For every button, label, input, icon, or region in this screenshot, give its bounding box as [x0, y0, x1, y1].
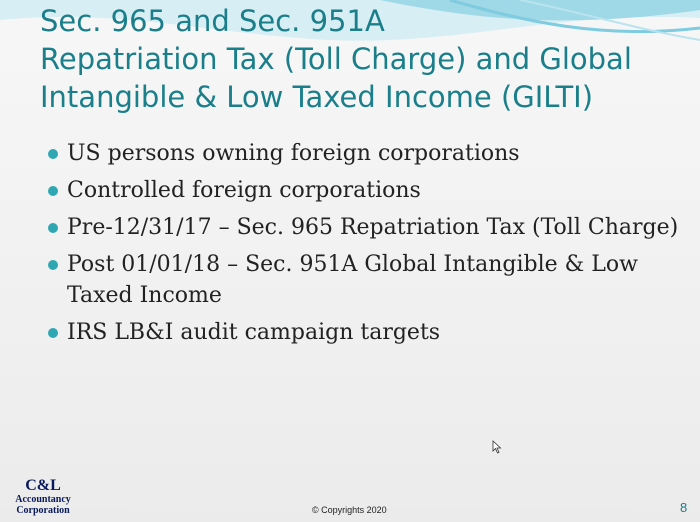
bullet-text: IRS LB&I audit campaign targets [67, 320, 441, 345]
bullet-dot-icon [48, 149, 58, 159]
logo-mark: C&L [25, 477, 61, 494]
title-line-2: Repatriation Tax (Toll Charge) and Global [40, 42, 632, 76]
bullet-text: Pre-12/31/17 – Sec. 965 Repatriation Tax (Toll Charge) [67, 215, 679, 240]
title-line-1: Sec. 965 and Sec. 951A [40, 4, 385, 38]
list-item [48, 249, 688, 311]
bullet-dot-icon [48, 223, 58, 233]
bullet-dot-icon [48, 328, 58, 338]
bullet-dot-icon [48, 260, 58, 270]
list-item [48, 138, 688, 169]
logo-name-line-2: Corporation [16, 505, 70, 516]
page-number: 8 [680, 500, 688, 515]
mouse-pointer-icon [492, 440, 502, 454]
bullet-text: Controlled foreign corporations [67, 178, 421, 203]
bullet-text: US persons owning foreign corporations [67, 141, 520, 166]
title-line-3: Intangible & Low Taxed Income (GILTI) [40, 80, 594, 114]
logo-name-line-1: Accountancy [15, 494, 71, 505]
company-logo [6, 478, 80, 516]
bullet-text: Post 01/01/18 – Sec. 951A Global Intangible & Low Taxed Income [67, 252, 638, 308]
slide-title [40, 2, 690, 116]
list-item [48, 212, 688, 243]
list-item [48, 175, 688, 206]
copyright-text: © Copyrights 2020 [312, 505, 387, 515]
bullet-list [48, 138, 688, 354]
bullet-dot-icon [48, 186, 58, 196]
list-item [48, 317, 688, 348]
